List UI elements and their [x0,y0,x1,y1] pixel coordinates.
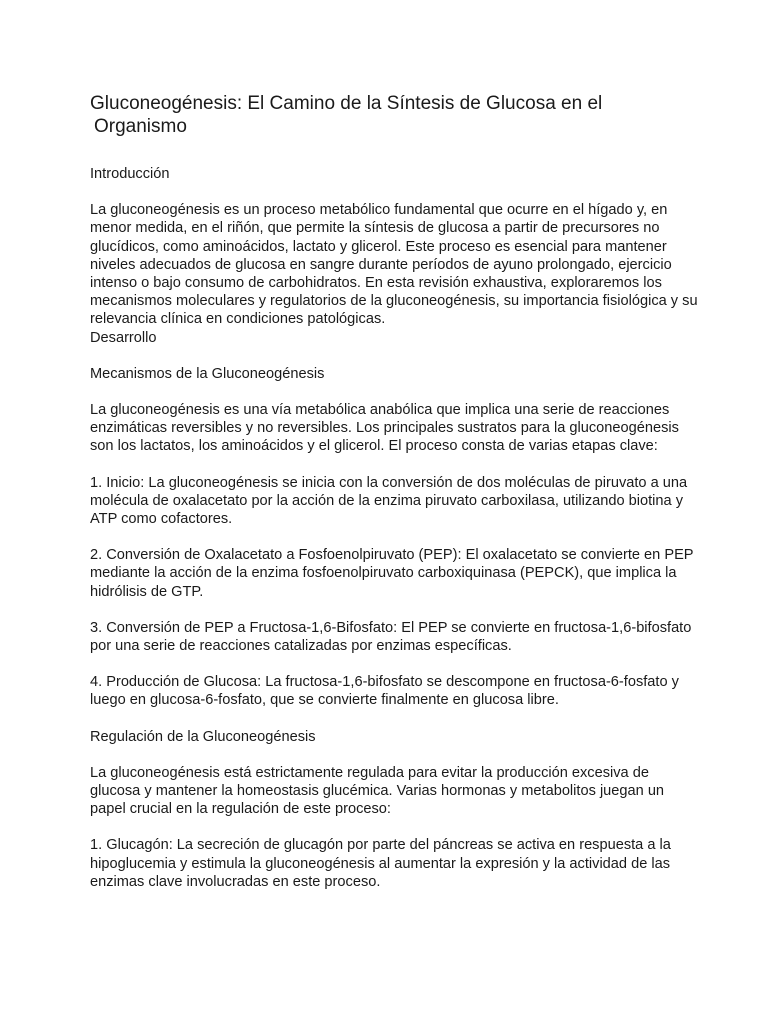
document-title: Gluconeogénesis: El Camino de la Síntesis de Glucosa en el Organismo [90,93,603,137]
list-item-produccion-glucosa: 4. Producción de Glucosa: La fructosa-1,6-bifosfato se descompone en fructosa-6-fosfato y luego en glucosa-6-fosfato, que se convierte finalmente en glucosa libre. [90,674,679,709]
section-heading-regulacion: Regulación de la Gluconeogénesis [90,728,316,745]
paragraph-spacer [90,746,700,764]
paragraph-spacer [90,710,700,728]
paragraph-spacer [90,347,700,365]
list-item-conversion-oxalacetato: 2. Conversión de Oxalacetato a Fosfoenolpiruvato (PEP): El oxalacetato se convierte en PEP mediante la acción de la enzima fosfoenolpiruvato carboxiquinasa (PEPCK), que implica la hidrólisis de GTP. [90,547,694,600]
paragraph-spacer [90,528,700,546]
paragraph-regulacion: La gluconeogénesis está estrictamente regulada para evitar la producción excesiva de glucosa y mantener la homeostasis glucémica. Varias hormonas y metabolitos juegan un papel crucial en la regulación de este proceso: [90,764,665,818]
section-heading-desarrollo: Desarrollo [90,329,157,346]
document-body [90,165,700,891]
list-item-conversion-pep: 3. Conversión de PEP a Fructosa-1,6-Bifosfato: El PEP se convierte en fructosa-1,6-bifosfato por una serie de reacciones catalizadas por enzimas específicas. [90,619,692,655]
list-item-glucagon: 1. Glucagón: La secreción de glucagón por parte del páncreas se activa en respuesta a la hipoglucemia y estimula la gluconeogénesis al aumentar la expresión y la actividad de las enzimas clave involucradas en este proceso. [90,837,671,890]
paragraph-spacer [90,183,700,201]
paragraph-introduccion: La gluconeogénesis es un proceso metabólico fundamental que ocurre en el hígado y, en menor medida, en el riñón, que permite la síntesis de glucosa a partir de precursores no glucídicos, como aminoácidos, lactato y glicerol. Este proceso es esencial para mantener niveles adecuados de glucosa en sangre durante períodos de ayuno prolongado, ejercicio intenso o bajo consumo de carbohidratos. En esta revisión exhaustiva, exploraremos los mecanismos moleculares y regulatorios de la gluconeogénesis, su importancia fisiológica y su relevancia clínica en condiciones patológicas. [90,202,698,328]
paragraph-spacer [90,818,700,836]
paragraph-spacer [90,655,700,673]
section-heading-introduccion: Introducción [90,166,170,182]
document-page [90,92,700,891]
list-item-inicio: 1. Inicio: La gluconeogénesis se inicia con la conversión de dos moléculas de piruvato a una molécula de oxalacetato por la acción de la enzima piruvato carboxilasa, utilizando biotina y ATP como cofactores. [90,474,688,528]
paragraph-spacer [90,383,700,401]
paragraph-spacer [90,601,700,619]
paragraph-mecanismos: La gluconeogénesis es una vía metabólica anabólica que implica una serie de reacciones enzimáticas reversibles y no reversibles. Los principales sustratos para la gluconeogénesis son los lactatos, los aminoácidos y el glicerol. El proceso consta de varias etapas clave: [90,402,679,455]
section-heading-mecanismos: Mecanismos de la Gluconeogénesis [90,365,325,382]
paragraph-spacer [90,456,700,474]
